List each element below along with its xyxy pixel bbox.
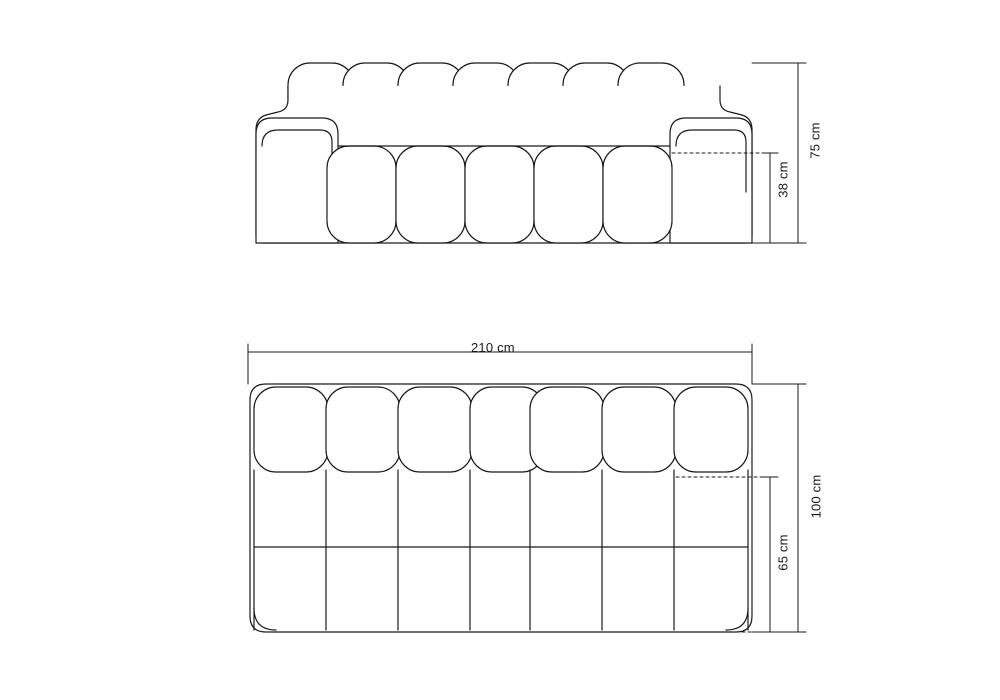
dimension-label-front-total-height: 75 cm <box>807 122 823 159</box>
plan-backrest-modules <box>254 387 748 472</box>
front-seat-cushions <box>327 146 672 243</box>
top-plan-view <box>250 384 752 632</box>
front-left-arm <box>256 118 338 243</box>
dimension-label-plan-total-depth: 100 cm <box>808 474 824 519</box>
dimension-label-front-seat-height: 38 cm <box>775 161 791 198</box>
dimension-label-plan-seat-depth: 65 cm <box>775 534 791 571</box>
front-right-arm <box>670 118 752 243</box>
dimension-label-plan-total-width: 210 cm <box>471 340 515 355</box>
